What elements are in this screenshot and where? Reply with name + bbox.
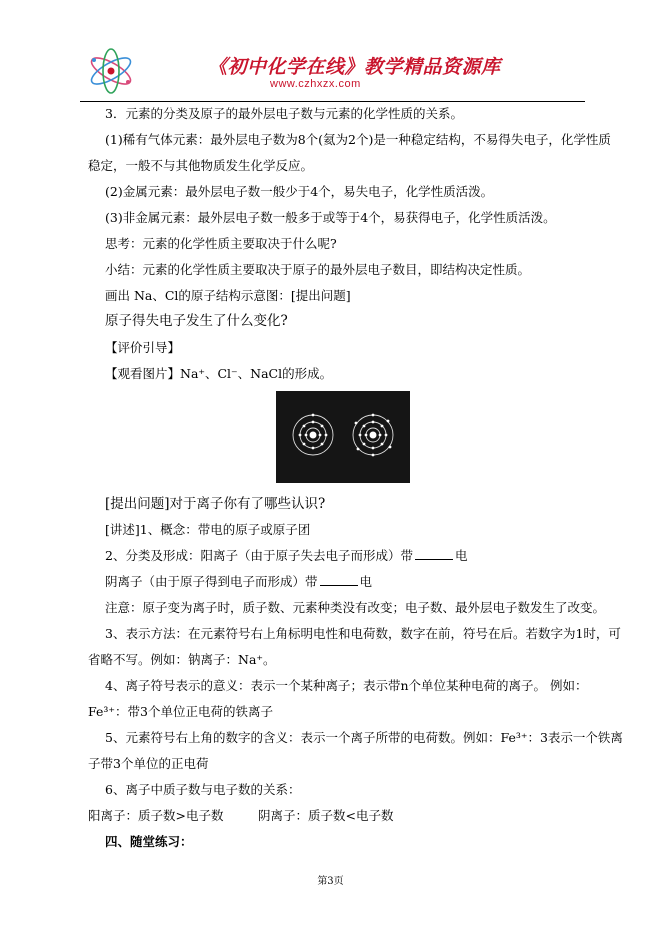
relation-cation: 阳离子：质子数>电子数 [88, 808, 224, 823]
text-line: [讲述]1、概念：带电的原子或原子团 [105, 522, 311, 537]
text-line: 注意：原子变为离子时，质子数、元素种类没有改变；电子数、最外层电子数发生了改变。 [105, 600, 606, 615]
page-number: 第3页 [317, 876, 344, 887]
text-line: 画出 Na、Cl的原子结构示意图：[提出问题] [105, 288, 351, 303]
text-line: 【评价引导】 [105, 340, 181, 355]
text-line: 6、离子中质子数与电子数的关系： [105, 782, 301, 797]
text-line: 5、元素符号右上角的数字的含义：表示一个离子所带的电荷数。例如：Fe³⁺：3表示一个铁离 [105, 730, 623, 745]
header-banner [80, 42, 585, 100]
anion-suffix: 电 [359, 574, 373, 589]
text-line: 原子得失电子发生了什么变化? [105, 313, 288, 329]
blank-line-cation [105, 548, 467, 564]
text-line: 3、表示方法：在元素符号右上角标明电性和电荷数，数字在前，符号在后。若数字为1时，可 [105, 626, 621, 641]
anion-prefix: 阴离子（由于原子得到电子而形成）带 [105, 574, 318, 589]
cation-suffix: 电 [454, 548, 468, 563]
text-line: 稳定，一般不与其他物质发生化学反应。 [88, 158, 314, 173]
text-line: 省略不写。例如：钠离子：Na⁺。 [88, 652, 276, 667]
ion-formation-figure [276, 391, 410, 483]
blank-line-anion [105, 574, 372, 590]
atom-logo-icon [86, 46, 136, 96]
text-line: (3)非金属元素：最外层电子数一般多于或等于4个，易获得电子，化学性质活泼。 [105, 210, 556, 225]
text-line: 3．元素的分类及原子的最外层电子数与元素的化学性质的关系。 [105, 106, 463, 121]
text-line: 思考：元素的化学性质主要取决于什么呢? [105, 236, 337, 251]
banner-title: 《初中化学在线》教学精品资源库 [208, 56, 501, 78]
fill-in-blank [415, 548, 453, 560]
text-line: [提出问题]对于离子你有了哪些认识? [105, 496, 326, 512]
section-heading: 四、随堂练习： [105, 834, 193, 849]
cation-prefix: 2、分类及形成：阳离子（由于原子失去电子而形成）带 [105, 548, 413, 563]
relation-anion: 阴离子：质子数<电子数 [258, 808, 394, 823]
text-line: (1)稀有气体元素：最外层电子数为8个(氦为2个)是一种稳定结构，不易得失电子，化学性质 [105, 132, 611, 147]
text-line: Fe³⁺：带3个单位正电荷的铁离子 [88, 704, 273, 719]
header-divider [80, 101, 585, 102]
text-line: 【观看图片】Na⁺、Cl⁻、NaCl的形成。 [105, 366, 333, 381]
text-line: 4、离子符号表示的意义：表示一个某种离子；表示带n个单位某种电荷的离子。 例如： [105, 678, 588, 693]
fill-in-blank [320, 574, 358, 586]
text-line: 小结：元素的化学性质主要取决于原子的最外层电子数目，即结构决定性质。 [105, 262, 531, 277]
text-line: 子带3个单位的正电荷 [88, 756, 209, 771]
text-line: (2)金属元素：最外层电子数一般少于4个，易失电子，化学性质活泼。 [105, 184, 494, 199]
banner-url: www.czhxzx.com [270, 78, 361, 90]
